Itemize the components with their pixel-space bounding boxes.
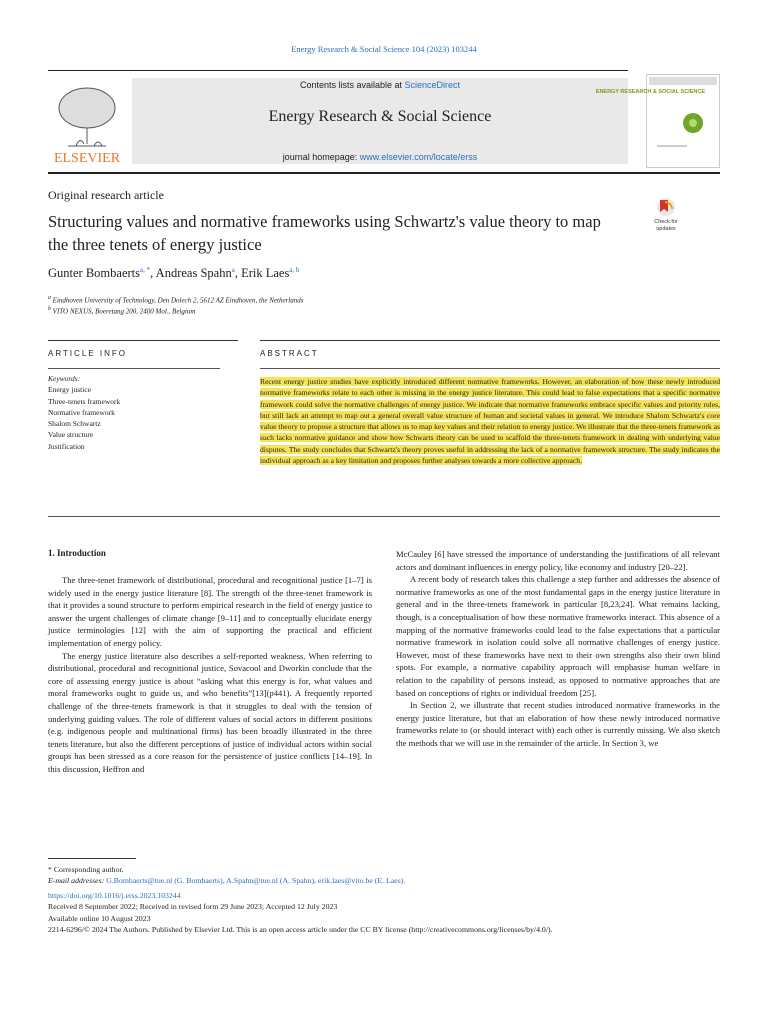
keyword: Three-tenets framework [48,396,121,406]
abstract-highlighted: Recent energy justice studies have explicitly introduced different normative frameworks. However, an elaboration of how these newly introduced normative frameworks relate to each other is missing in the energy justice literature. This could lead to false expectations that a specific normative framework could solve the normative challenges of energy justice. We indicate that normative frameworks embrace specific values and priority rules, but still lack an attempt to map out a general overall value structure of human and societal values in general. We introduce Shalom Schwartz's core value theory to propose a structure that allows us to map key values and their relation to energy justice. We illustrate that the three-tenets framework as such lacks normative guidance and show how Schwarts theory can be used to scaffold the three-tenets framework in dealing with underlying value disputes. The study concludes that Schwartz's theory proves useful in addressing the lack of a normative framework structure. The study indicates the individual approach as a key limitation and proposes further analyses towards a more collective approach. [260,377,720,466]
body-paragraph: The energy justice literature also describes a self-reported weakness. When referring to distributional, procedural and recognitional justice, Sovacool and Dworkin conclude that the core of assessing energy justice is about “asking what this energy is for, what values and moral frameworks ought to guide us, and who benefits”[13](p441). A frequently reported challenge of the three-tenets framework is that it struggles to deal with the tension of underlying guiding values. The role of different values of social actors in different positions (e.g. indigenous people and multinational firms) has been broadly illustrated in the three tenets literature, but also the different perceptions of justice of individual actors within social groups has been stressed as a core reason for the persistence of justice conflicts [14–19]. In this discussion, Heffron and [48,650,372,774]
homepage-link[interactable]: www.elsevier.com/locate/erss [359,152,478,162]
author-affiliation-sup[interactable]: a [231,266,235,274]
keywords-block [48,373,120,452]
author-name[interactable]: Erik Laes [241,266,290,281]
section-rule [260,368,720,369]
homepage-prefix: journal homepage: [282,152,360,162]
keyword: Normative framework [48,407,115,417]
email-addresses[interactable]: G.Bombaerts@tue.nl (G. Bombaerts), A.Spahn@tue.nl (A. Spahn), erik.laes@vito.be (E. Laes). [106,876,406,886]
email-label: E-mail addresses: [48,876,105,886]
body-column-left [48,574,372,776]
journal-reference[interactable]: Energy Research & Social Science 104 (2023) 103244 [291,44,477,54]
license-line[interactable]: 2214-6296/© 2024 The Authors. Published by Elsevier Ltd. This is an open access article under the CC BY license (http://creativecommons.org/licenses/by/4.0/). [48,925,553,935]
keyword: Energy justice [48,385,91,395]
homepage-line [132,152,628,162]
section-rule [48,516,720,517]
keywords-label: Keywords: [48,374,81,383]
email-line [48,875,728,886]
affiliation-text: Eindhoven University of Technology, Den Dolech 2, 5612 AZ Eindhoven, the Netherlands [52,296,304,305]
author-list: Gunter Bombaerts$^{a, *}$, Andreas Spahn$^a$, Erik Laes$^{a, b}$ [48,266,300,281]
keyword: Value structure [48,430,94,440]
body-paragraph: The three-tenet framework of distributional, procedural and recognitional justice [1–7] is widely used in the energy justice literature [8]. The strength of the three-tenet framework is that it provides a sound structure to perform empirical research in the field of energy justice to answer the urgent challenges of climate change [9–11] and to conceptually elucidate energy justice terminologies [12] with the aim of supporting the practical and efficient implementation of energy policy. [48,575,372,648]
elsevier-logo [48,76,126,168]
footnotes [48,864,728,935]
contents-prefix: Contents lists available at [299,80,405,90]
affiliation-sup: a [48,295,51,301]
cover-title: ENERGY RESEARCH & SOCIAL SCIENCE [595,89,705,95]
header-rule-bottom [48,172,720,174]
affiliation-sup: b [48,306,51,312]
check-for-updates-button[interactable] [646,196,686,232]
journal-cover-image[interactable] [595,74,720,168]
svg-text:Check for: Check for [654,219,678,225]
check-updates-icon [646,196,686,232]
article-info-heading: ARTICLE INFO [48,349,127,358]
article-type: Original research article [48,188,164,202]
article-title: Structuring values and normative frameworks using Schwartz's value theory to map the three tenets of energy justice [48,212,601,254]
body-paragraph: In Section 2, we illustrate that recent studies introduced normative frameworks in the energy justice literature, but that an elaboration of how these newly introduced normative frameworks relate to (or should interact with) each other is currently missing. We also sketch the methods that we will use in the remainder of the article. In Section 3, we [396,700,720,748]
section-heading-introduction: 1. Introduction [48,548,106,558]
sciencedirect-link[interactable]: ScienceDirect [404,80,461,90]
corresponding-author-note: * Corresponding author. [48,865,124,874]
body-column-right [396,548,720,750]
received-dates: Received 8 September 2022; Received in revised form 29 June 2023; Accepted 12 July 2023 [48,902,338,912]
author-name[interactable]: Gunter Bombaerts [48,266,140,281]
section-rule [48,368,220,369]
author-affiliation-sup[interactable]: a, * [140,266,151,274]
section-rule [260,340,720,341]
abstract-text [260,376,720,466]
footnote-rule [48,858,136,859]
doi-link[interactable]: https://doi.org/10.1016/j.erss.2023.103244 [48,890,181,900]
header-rule [48,70,628,71]
affiliation-text: VITO NEXUS, Boeretang 200, 2400 Mol., Belgium [52,307,196,316]
svg-text:updates: updates [656,226,676,232]
keyword: Shalom Schwartz [48,419,101,429]
abstract-heading: ABSTRACT [260,349,319,358]
affiliation [48,295,303,304]
elsevier-logo-text: ELSEVIER [53,151,121,166]
section-rule [48,340,238,341]
available-online: Available online 10 August 2023 [48,913,151,923]
body-paragraph: A recent body of research takes this challenge a step further and addresses the absence of normative frameworks as one of the most fundamental gaps in the energy justice literature in general and in the three-tenets framework in particular [8,23,24]. What remains lacking, though, is a conceptualisation of how these normative frameworks interact. This absence of a mapping of the normative frameworks could lead to the false expectations that a particular normative framework in isolation could solve all normative challenges of energy justice. However, most of these frameworks have next to their own strengths also their own blind spots. For example, a normative capability approach will emphasise human welfare in relation to the capability of persons instead, as opposed to normative approaches that are based on conceptions of rights or individual freedom [25]. [396,574,720,698]
author-affiliation-sup[interactable]: a, b [289,266,300,274]
affiliation [48,306,195,315]
author-name[interactable]: Andreas Spahn [155,266,232,281]
journal-title: Energy Research & Social Science [268,108,492,125]
contents-line [132,80,628,90]
keyword: Justification [48,441,85,451]
body-paragraph: McCauley [6] have stressed the importance of understanding the justifications of all relevant actors and dominant influences in energy policy, like economy and industry [20–22]. [396,549,720,572]
